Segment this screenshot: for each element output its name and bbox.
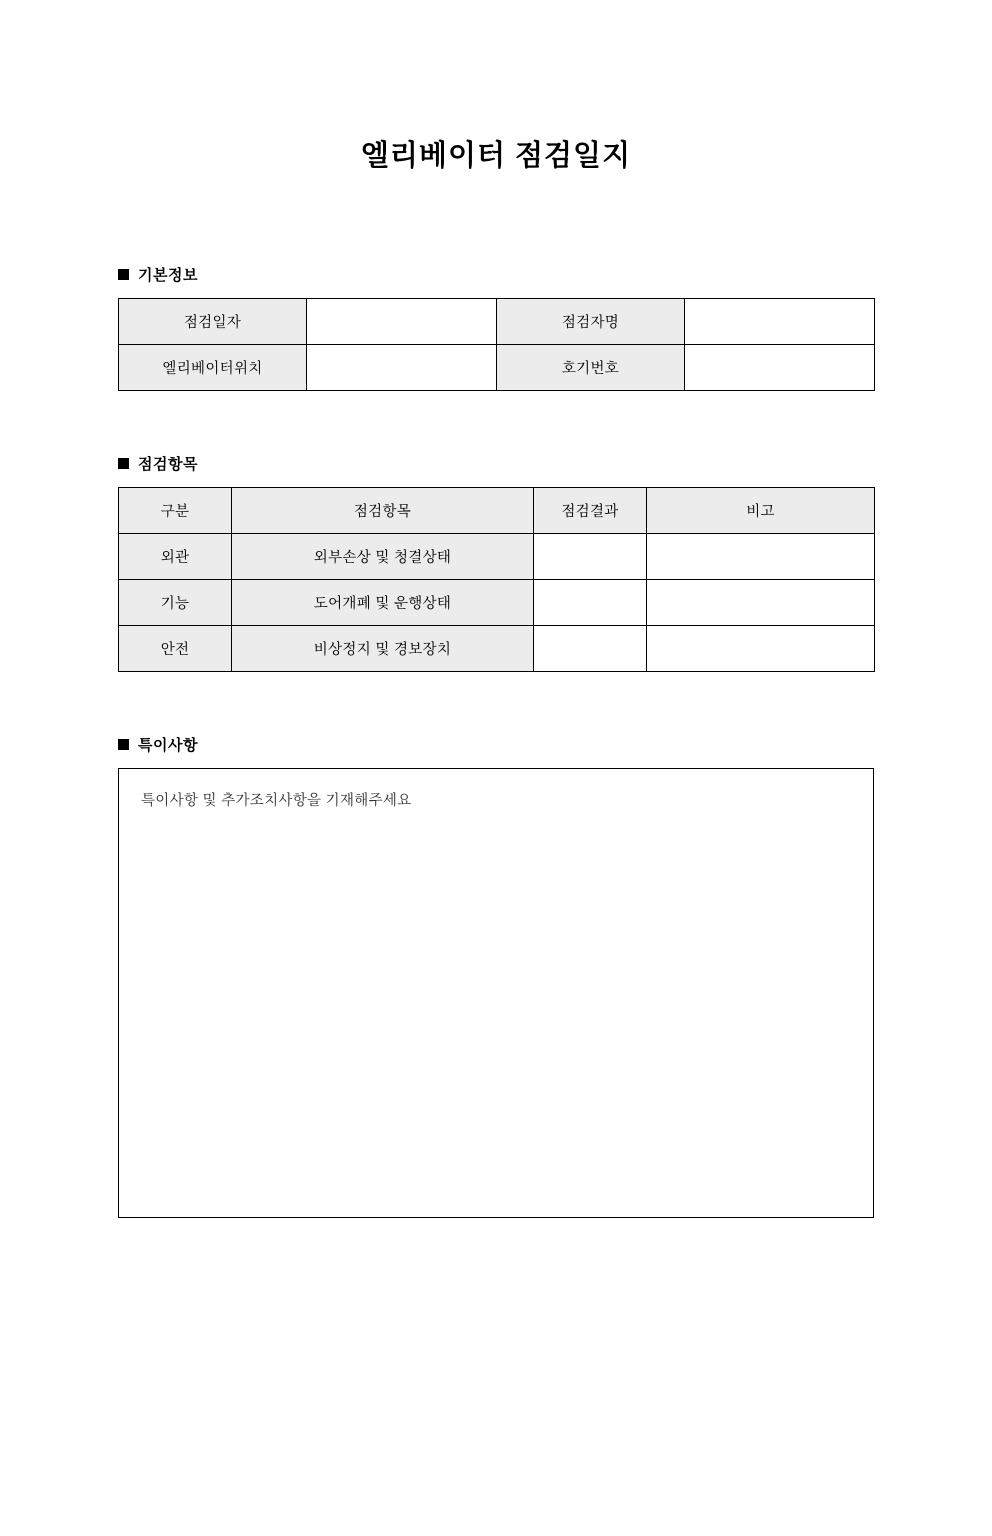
field-remark[interactable]: [647, 626, 875, 672]
field-result[interactable]: [534, 580, 647, 626]
cell-item: 비상정지 및 경보장치: [232, 626, 534, 672]
section-notes: [118, 734, 874, 1218]
label-inspector-name: 점검자명: [497, 299, 685, 345]
field-unit-number[interactable]: [685, 345, 875, 391]
cell-item: 도어개폐 및 운행상태: [232, 580, 534, 626]
cell-category: 안전: [119, 626, 232, 672]
section-heading-basic-info: [118, 264, 874, 285]
column-header-item: 점검항목: [232, 488, 534, 534]
page-title: 엘리베이터 점검일지: [360, 140, 632, 172]
notes-textarea[interactable]: [118, 768, 874, 1218]
field-result[interactable]: [534, 534, 647, 580]
table-row: [119, 580, 875, 626]
section-heading-label: 특이사항: [138, 737, 198, 754]
section-basic-info: [118, 264, 874, 391]
section-heading-inspection-items: [118, 453, 874, 474]
square-bullet-icon: [118, 269, 129, 280]
field-inspection-date[interactable]: [307, 299, 497, 345]
field-remark[interactable]: [647, 580, 875, 626]
notes-placeholder-text: 특이사항 및 추가조치사항을 기재해주세요: [141, 793, 412, 809]
label-unit-number: 호기번호: [497, 345, 685, 391]
basic-info-table: [118, 298, 875, 391]
field-elevator-location[interactable]: [307, 345, 497, 391]
cell-category: 외관: [119, 534, 232, 580]
label-elevator-location: 엘리베이터위치: [119, 345, 307, 391]
column-header-remark: 비고: [647, 488, 875, 534]
square-bullet-icon: [118, 739, 129, 750]
field-inspector-name[interactable]: [685, 299, 875, 345]
cell-category: 기능: [119, 580, 232, 626]
section-heading-notes: [118, 734, 874, 755]
square-bullet-icon: [118, 458, 129, 469]
inspection-items-table: [118, 487, 875, 672]
document-page: [0, 133, 992, 1536]
field-remark[interactable]: [647, 534, 875, 580]
table-row: [119, 626, 875, 672]
column-header-result: 점검결과: [534, 488, 647, 534]
section-heading-label: 점검항목: [138, 456, 198, 473]
table-header-row: [119, 488, 875, 534]
field-result[interactable]: [534, 626, 647, 672]
section-inspection-items: [118, 453, 874, 672]
section-heading-label: 기본정보: [138, 267, 198, 284]
table-row: [119, 345, 875, 391]
label-inspection-date: 점검일자: [119, 299, 307, 345]
column-header-category: 구분: [119, 488, 232, 534]
table-row: [119, 534, 875, 580]
table-row: [119, 299, 875, 345]
cell-item: 외부손상 및 청결상태: [232, 534, 534, 580]
